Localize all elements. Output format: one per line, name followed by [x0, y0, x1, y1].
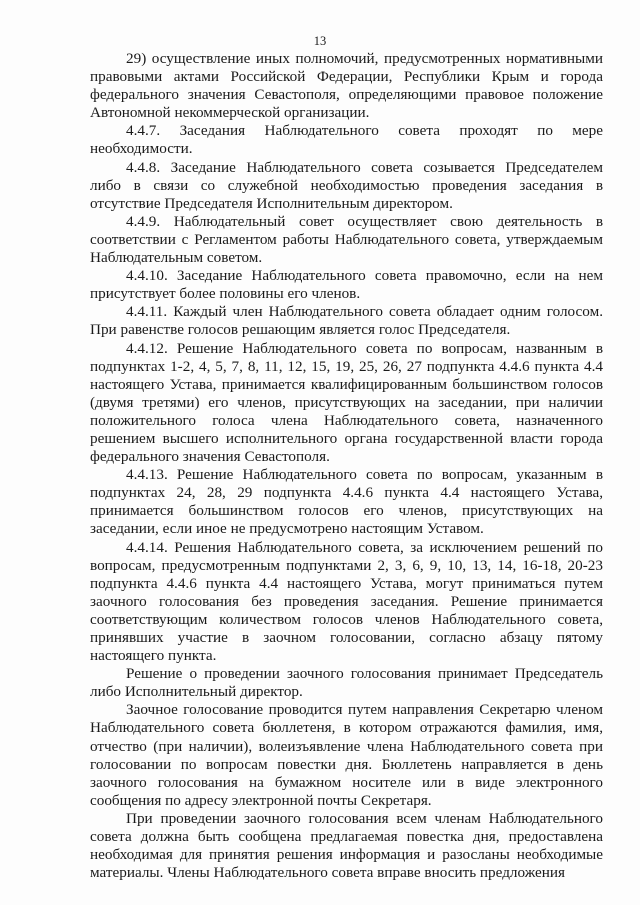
paragraph-4-4-12: 4.4.12. Решение Наблюдательного совета по вопросам, названным в подпунктах 1-2, 4, 5, 7, 8, 11, 12, 15, 19, 25, 26, 27 подпункта 4.4.6 пункта 4.4 настоящего Устава, принимается квалифицированным большинством голосов (двумя третями) его членов, присутствующих на заседании, при наличии положительного голоса члена Наблюдательного совета, назначенного решением высшего исполнительного органа государственной власти города федерального значения Севастополя. — [90, 339, 603, 466]
paragraph-remote-vote-agenda: При проведении заочного голосования всем членам Наблюдательного совета должна быть сообщена предлагаемая повестка дня, предоставлена необходимая для принятия решения информация и разосланы необходимые материалы. Члены Наблюдательного совета вправе вносить предложения — [90, 809, 603, 882]
paragraph-4-4-10: 4.4.10. Заседание Наблюдательного совета правомочно, если на нем присутствует более половины его членов. — [90, 267, 603, 303]
paragraph-4-4-14: 4.4.14. Решения Наблюдательного совета, за исключением решений по вопросам, предусмотренным подпунктами 2, 3, 6, 9, 10, 13, 14, 16-18, 20-23 подпункта 4.4.6 пункта 4.4 настоящего Устава, могут приниматься путем заочного голосования без проведения заседания. Решение принимается соответствующим количеством голосов членов Наблюдательного совета, принявших участие в заочном голосовании, согласно абзацу пятому настоящего пункта. — [90, 538, 603, 665]
paragraph-4-4-11: 4.4.11. Каждый член Наблюдательного совета обладает одним голосом. При равенстве голосов решающим является голос Председателя. — [90, 303, 603, 339]
document-body — [90, 50, 603, 882]
page-number: 13 — [313, 34, 327, 48]
paragraph-remote-vote-decision: Решение о проведении заочного голосования принимает Председатель либо Исполнительный директор. — [90, 665, 603, 701]
paragraph-4-4-9: 4.4.9. Наблюдательный совет осуществляет свою деятельность в соответствии с Регламентом работы Наблюдательного совета, утверждаемым Наблюдательным советом. — [90, 212, 603, 267]
paragraph-4-4-8: 4.4.8. Заседание Наблюдательного совета созывается Председателем либо в связи со служебной необходимостью проведения заседания в отсутствие Председателя Исполнительным директором. — [90, 158, 603, 212]
paragraph-remote-vote-procedure: Заочное голосование проводится путем направления Секретарю членом Наблюдательного совета бюллетеня, в котором отражаются фамилия, имя, отчество (при наличии), волеизъявление члена Наблюдательного совета при голосовании по вопросам повестки дня. Бюллетень направляется в день заочного голосования на бумажном носителе или в виде электронного сообщения по адресу электронной почты Секретаря. — [90, 701, 603, 809]
paragraph-4-4-7: 4.4.7. Заседания Наблюдательного совета проходят по мере необходимости. — [90, 122, 603, 158]
paragraph-item-29: 29) осуществление иных полномочий, предусмотренных нормативными правовыми актами Российской Федерации, Республики Крым и города федерального значения Севастополя, определяющими правовое положение Автономной некоммерческой организации. — [90, 50, 603, 122]
paragraph-4-4-13: 4.4.13. Решение Наблюдательного совета по вопросам, указанным в подпунктах 24, 28, 29 подпункта 4.4.6 пункта 4.4 настоящего Устава, принимается большинством голосов его членов, присутствующих на заседании, если иное не предусмотрено настоящим Уставом. — [90, 466, 603, 538]
